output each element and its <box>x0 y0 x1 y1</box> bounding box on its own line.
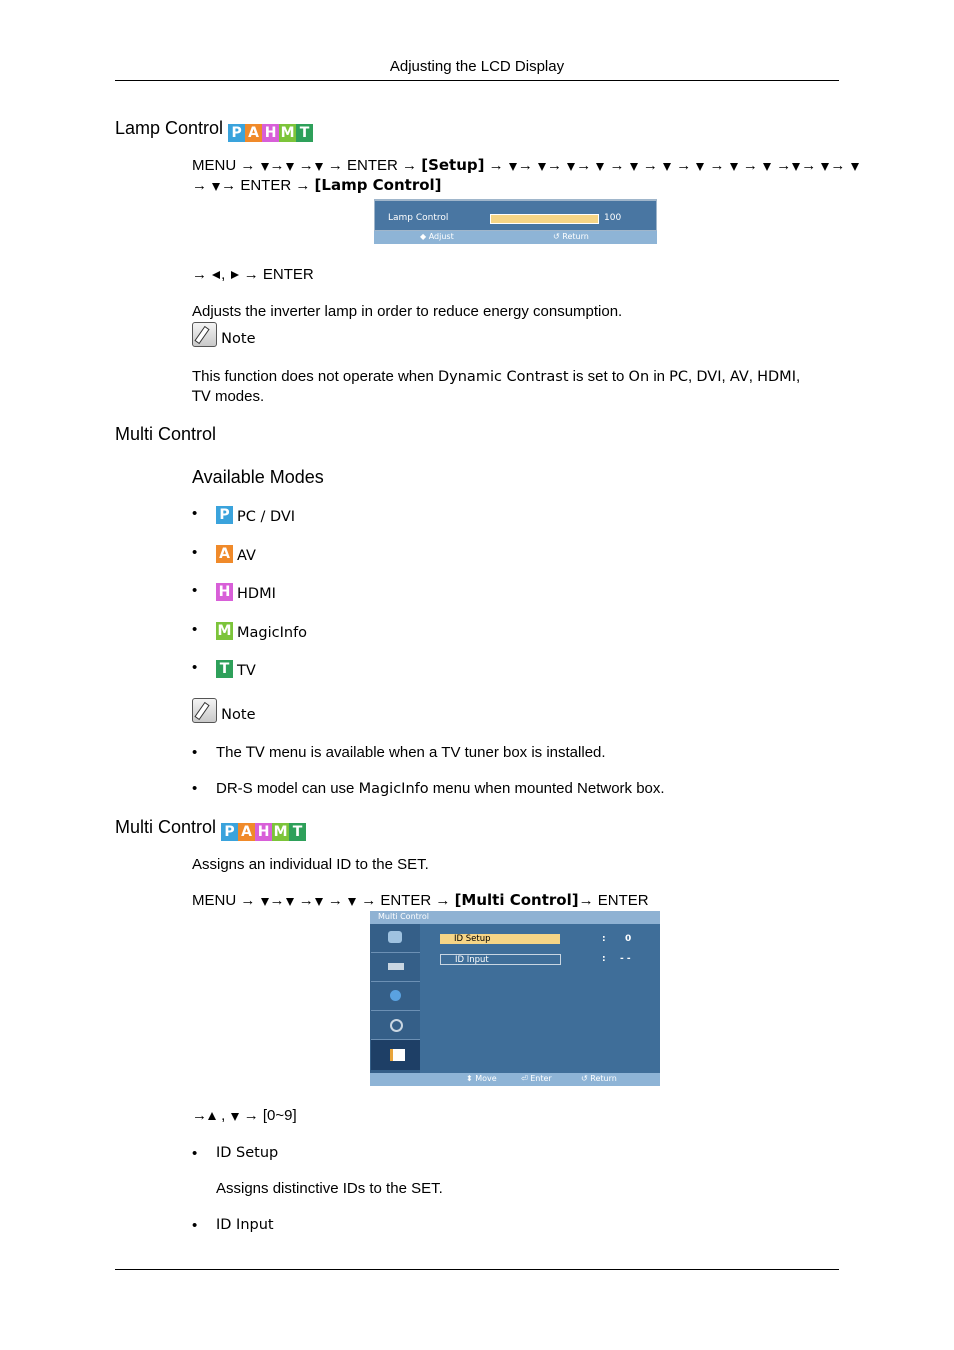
pc-mode-icon: P <box>216 506 233 524</box>
note-label: Note <box>221 331 256 347</box>
arrow-text: → <box>269 157 285 174</box>
down-arrow-icon <box>630 163 638 171</box>
down-arrow-icon <box>596 163 604 171</box>
m-mode-icon: M <box>280 125 295 141</box>
multi-control-menu-label: [Multi Control] <box>454 891 579 909</box>
list-item: • DR-S model can use MagicInfo menu when mounted Network box. <box>192 780 665 797</box>
a-mode-icon: A <box>245 124 262 142</box>
magicinfo-mode-icon: M <box>217 623 232 639</box>
arrow-text: → <box>298 157 314 174</box>
p-mode-icon: P <box>228 124 245 142</box>
available-modes-heading: Available Modes <box>192 467 324 487</box>
multi-control-icon <box>390 1049 405 1061</box>
id-setup-label: ID Setup <box>216 1145 279 1161</box>
down-arrow-icon <box>348 898 356 906</box>
page-header-title: Adjusting the LCD Display <box>389 58 565 75</box>
m-mode-icon: M <box>273 824 288 840</box>
multi-control-nav-line: → , → [0~9] <box>192 1107 297 1124</box>
footer-rule <box>115 1269 839 1270</box>
down-arrow-icon <box>315 898 323 906</box>
lamp-note <box>192 322 256 349</box>
globe-icon <box>390 990 401 1001</box>
up-arrow-icon <box>208 1112 216 1120</box>
arrow-text: → <box>192 177 207 194</box>
lamp-osd-value: 100 <box>604 213 622 223</box>
id-setup-item[interactable]: ID Setup <box>440 934 560 944</box>
enter-text: → ENTER <box>243 266 314 283</box>
lamp-osd-bar <box>375 201 656 230</box>
sidebar-item-picture[interactable] <box>371 924 420 953</box>
down-arrow-icon <box>696 163 704 171</box>
lamp-level-fill <box>491 215 598 223</box>
hdmi-mode-icon: H <box>216 583 233 601</box>
enter-text: → ENTER → <box>327 157 418 174</box>
t-mode-icon: T <box>289 823 306 841</box>
move-hint: ⬍ Move <box>466 1074 497 1083</box>
osd-title-bar <box>370 911 660 924</box>
note-label: Note <box>221 707 256 723</box>
down-arrow-icon <box>261 163 269 171</box>
down-arrow-icon <box>567 163 575 171</box>
down-arrow-icon <box>286 898 294 906</box>
list-item: • T TV <box>192 659 256 679</box>
down-arrow-icon <box>792 163 800 171</box>
mode-label: HDMI <box>237 586 276 602</box>
osd-title: Multi Control <box>378 912 430 921</box>
picture-icon <box>388 931 402 943</box>
list-item: • M MagicInfo <box>192 621 308 641</box>
multi-control-heading-1: Multi Control <box>115 424 217 444</box>
down-arrow-icon <box>509 163 517 171</box>
tv-mode-icon: T <box>216 660 233 678</box>
mode-label: MagicInfo <box>237 625 308 641</box>
pahmt-icon <box>228 118 313 141</box>
down-arrow-icon <box>261 898 269 906</box>
list-item: • P PC / DVI <box>192 505 296 525</box>
multi-control-heading-2 <box>115 817 306 841</box>
down-arrow-icon <box>851 163 859 171</box>
mode-label: AV <box>237 548 256 564</box>
enter-hint: ⏎ Enter <box>521 1074 552 1083</box>
header-rule <box>115 80 839 81</box>
down-arrow-icon <box>730 163 738 171</box>
mode-label: TV <box>237 663 256 679</box>
list-item: • H HDMI <box>192 582 276 602</box>
p-mode-icon: P <box>221 823 238 841</box>
lamp-heading-text: Lamp Control <box>115 118 224 138</box>
lamp-nav-line: → , → ENTER <box>192 266 314 283</box>
down-arrow-icon <box>663 163 671 171</box>
list-item: • ID Setup <box>192 1145 279 1162</box>
enter-text: → ENTER → <box>221 177 311 194</box>
lamp-menu-path-line1: MENU → → → → ENTER → [Setup] → → → → → → → → → → → → <box>192 156 842 175</box>
multi-control-heading-text: Multi Control <box>115 817 217 837</box>
osd-sidebar <box>370 924 420 1074</box>
osd-footer <box>370 1073 660 1086</box>
right-arrow-icon <box>231 271 239 279</box>
down-arrow-icon <box>286 163 294 171</box>
lamp-menu-path-line2 <box>192 176 442 195</box>
note-icon <box>192 698 217 723</box>
lamp-heading <box>115 118 313 142</box>
list-item: • ID Input <box>192 1217 274 1234</box>
multi-control-description: Assigns an individual ID to the SET. <box>192 856 429 873</box>
note-icon <box>192 322 217 347</box>
down-arrow-icon <box>763 163 771 171</box>
list-item: • A AV <box>192 544 256 564</box>
id-input-item[interactable]: ID Input <box>440 954 561 965</box>
lamp-osd-footer <box>374 231 657 244</box>
h-mode-icon: H <box>262 124 279 142</box>
gear-icon <box>390 1019 403 1032</box>
lamp-osd-label: Lamp Control <box>388 213 449 223</box>
sidebar-item-settings[interactable] <box>371 1011 420 1040</box>
lamp-control-osd <box>374 199 657 244</box>
return-hint: ↺ Return <box>553 232 589 241</box>
down-arrow-icon <box>315 163 323 171</box>
sidebar-item-setup[interactable] <box>371 982 420 1011</box>
list-item: • The TV menu is available when a TV tuner box is installed. <box>192 744 606 761</box>
av-mode-icon: A <box>216 545 233 563</box>
sidebar-item-multi-control[interactable] <box>371 1040 420 1070</box>
setup-menu-label: [Setup] <box>421 156 485 174</box>
menu-text: MENU → <box>192 157 256 174</box>
h-mode-icon: H <box>255 823 272 841</box>
id-setup-description: Assigns distinctive IDs to the SET. <box>216 1180 443 1197</box>
modes-note <box>192 698 256 725</box>
id-input-label: ID Input <box>216 1217 274 1233</box>
a-mode-icon: A <box>238 823 255 841</box>
lamp-note-text: This function does not operate when Dynamic Contrast is set to On in PC, DVI, AV, HDMI, TV modes. <box>192 368 801 405</box>
lamp-level-slider[interactable] <box>490 214 599 224</box>
lamp-control-menu-label: [Lamp Control] <box>314 176 442 194</box>
left-arrow-icon <box>212 271 220 279</box>
down-arrow-icon <box>538 163 546 171</box>
id-setup-value: 0 <box>625 934 632 944</box>
lamp-description: Adjusts the inverter lamp in order to reduce energy consumption. <box>192 303 623 320</box>
id-input-value: - - <box>620 954 631 964</box>
multi-control-osd: Multi Control ID Setup : 0 ID Input : - - ⬍ Move ⏎ Enter ↺ Return <box>370 911 660 1086</box>
sound-icon <box>388 963 404 970</box>
down-arrow-icon <box>821 163 829 171</box>
down-arrow-icon <box>231 1113 239 1121</box>
t-mode-icon: T <box>296 124 313 142</box>
mode-label: PC / DVI <box>237 509 296 525</box>
adjust-hint: ◆ Adjust <box>420 232 454 241</box>
sidebar-item-sound[interactable] <box>371 953 420 982</box>
down-arrow-icon <box>212 183 220 191</box>
return-hint: ↺ Return <box>581 1074 617 1083</box>
multi-control-menu-path: MENU → → → → → ENTER → [Multi Control]→ ENTER <box>192 891 649 909</box>
pahmt-icon <box>221 817 306 840</box>
